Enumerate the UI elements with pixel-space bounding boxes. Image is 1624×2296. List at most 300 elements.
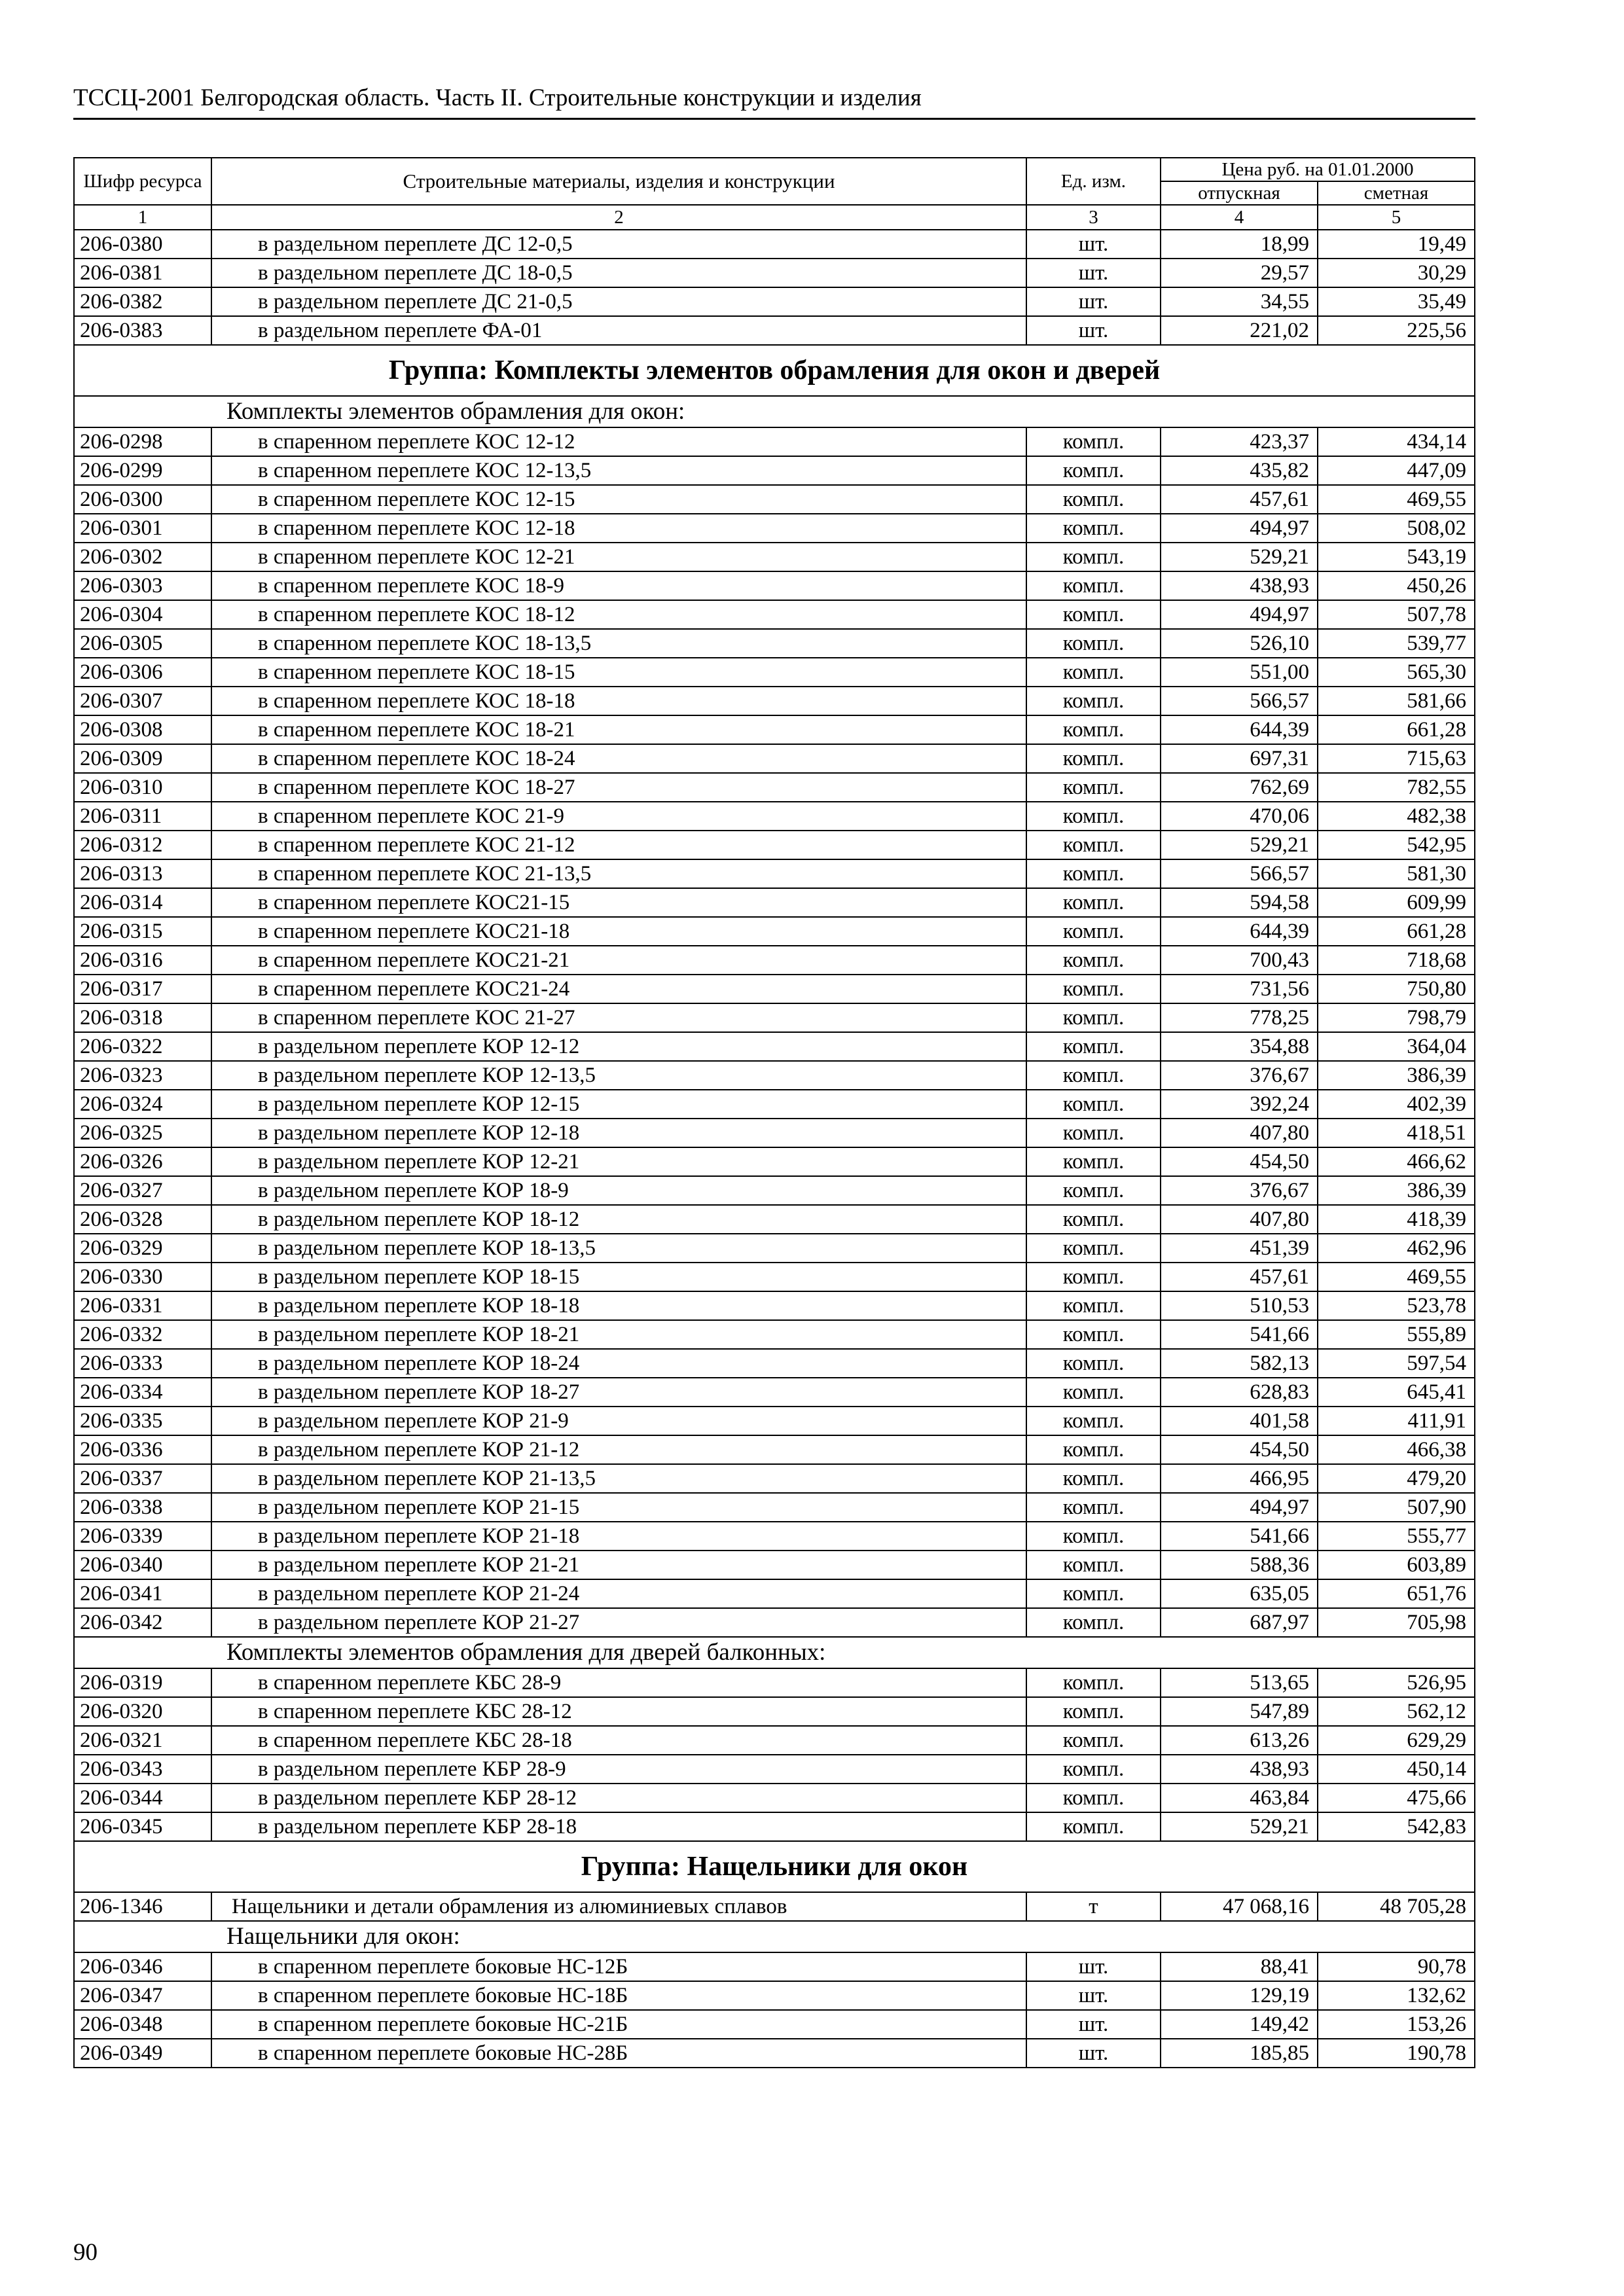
release-price: 392,24 xyxy=(1161,1090,1318,1119)
item-name: в раздельном переплете КОР 18-9 xyxy=(211,1176,1026,1205)
item-name: в спаренном переплете КОС21-21 xyxy=(211,946,1026,975)
estimate-price: 526,95 xyxy=(1318,1668,1475,1697)
resource-code: 206-0322 xyxy=(74,1032,211,1061)
release-price: 541,66 xyxy=(1161,1320,1318,1349)
item-name: в раздельном переплете КОР 12-18 xyxy=(211,1119,1026,1147)
header-release-price: отпускная xyxy=(1161,181,1318,205)
estimate-price: 523,78 xyxy=(1318,1291,1475,1320)
header-name: Строительные материалы, изделия и конструкции xyxy=(211,158,1026,205)
item-name: в раздельном переплете КОР 21-12 xyxy=(211,1435,1026,1464)
unit: компл. xyxy=(1026,600,1161,629)
unit: компл. xyxy=(1026,1812,1161,1841)
release-price: 466,95 xyxy=(1161,1464,1318,1493)
estimate-price: 469,55 xyxy=(1318,1263,1475,1291)
estimate-price: 542,83 xyxy=(1318,1812,1475,1841)
item-name: в спаренном переплете КБС 28-18 xyxy=(211,1726,1026,1755)
release-price: 407,80 xyxy=(1161,1205,1318,1234)
release-price: 731,56 xyxy=(1161,975,1318,1003)
table-row xyxy=(74,1668,1475,1697)
estimate-price: 651,76 xyxy=(1318,1579,1475,1608)
table-row xyxy=(74,859,1475,888)
resource-code: 206-1346 xyxy=(74,1892,211,1921)
table-row xyxy=(74,1176,1475,1205)
resource-code: 206-0305 xyxy=(74,629,211,658)
table-row xyxy=(74,1892,1475,1921)
table-row xyxy=(74,888,1475,917)
item-name: в раздельном переплете ДС 21-0,5 xyxy=(211,287,1026,316)
unit: компл. xyxy=(1026,1291,1161,1320)
item-name: в раздельном переплете ДС 18-0,5 xyxy=(211,259,1026,287)
table-row xyxy=(74,1493,1475,1522)
release-price: 510,53 xyxy=(1161,1291,1318,1320)
release-price: 635,05 xyxy=(1161,1579,1318,1608)
estimate-price: 475,66 xyxy=(1318,1784,1475,1812)
group-heading-row xyxy=(74,1841,1475,1892)
release-price: 778,25 xyxy=(1161,1003,1318,1032)
estimate-price: 153,26 xyxy=(1318,2010,1475,2039)
resource-code: 206-0318 xyxy=(74,1003,211,1032)
estimate-price: 718,68 xyxy=(1318,946,1475,975)
item-name: в раздельном переплете КОР 21-24 xyxy=(211,1579,1026,1608)
release-price: 451,39 xyxy=(1161,1234,1318,1263)
item-name: в спаренном переплете боковые НС-18Б xyxy=(211,1981,1026,2010)
resource-code: 206-0334 xyxy=(74,1378,211,1407)
resource-code: 206-0311 xyxy=(74,802,211,831)
group-heading-row xyxy=(74,345,1475,396)
group-heading: Группа: Комплекты элементов обрамления для окон и дверей xyxy=(74,345,1475,396)
release-price: 88,41 xyxy=(1161,1952,1318,1981)
resource-code: 206-0340 xyxy=(74,1551,211,1579)
table-row xyxy=(74,1090,1475,1119)
unit: шт. xyxy=(1026,287,1161,316)
item-name: в раздельном переплете КОР 12-13,5 xyxy=(211,1061,1026,1090)
unit: компл. xyxy=(1026,1320,1161,1349)
table-row xyxy=(74,1378,1475,1407)
unit: компл. xyxy=(1026,773,1161,802)
estimate-price: 782,55 xyxy=(1318,773,1475,802)
unit: шт. xyxy=(1026,2039,1161,2068)
unit: компл. xyxy=(1026,658,1161,687)
release-price: 644,39 xyxy=(1161,715,1318,744)
unit: компл. xyxy=(1026,1464,1161,1493)
estimate-price: 555,77 xyxy=(1318,1522,1475,1551)
header-rule xyxy=(73,118,1475,120)
estimate-price: 434,14 xyxy=(1318,427,1475,456)
table-row xyxy=(74,1407,1475,1435)
item-name: в спаренном переплете КОС 12-21 xyxy=(211,543,1026,571)
item-name: в раздельном переплете КОР 21-9 xyxy=(211,1407,1026,1435)
resource-code: 206-0346 xyxy=(74,1952,211,1981)
table-row xyxy=(74,1119,1475,1147)
release-price: 47 068,16 xyxy=(1161,1892,1318,1921)
item-name: в раздельном переплете КБР 28-12 xyxy=(211,1784,1026,1812)
table-row xyxy=(74,427,1475,456)
unit: компл. xyxy=(1026,1234,1161,1263)
resource-code: 206-0319 xyxy=(74,1668,211,1697)
table-row xyxy=(74,230,1475,259)
release-price: 34,55 xyxy=(1161,287,1318,316)
item-name: в спаренном переплете КОС 21-27 xyxy=(211,1003,1026,1032)
resource-code: 206-0323 xyxy=(74,1061,211,1090)
resource-code: 206-0343 xyxy=(74,1755,211,1784)
release-price: 185,85 xyxy=(1161,2039,1318,2068)
estimate-price: 30,29 xyxy=(1318,259,1475,287)
column-number: 5 xyxy=(1318,205,1475,230)
item-name: в раздельном переплете КОР 12-21 xyxy=(211,1147,1026,1176)
item-name: в спаренном переплете КОС 21-9 xyxy=(211,802,1026,831)
header-unit: Ед. изм. xyxy=(1026,158,1161,205)
unit: компл. xyxy=(1026,1147,1161,1176)
table-row xyxy=(74,600,1475,629)
table-row xyxy=(74,316,1475,345)
table-row xyxy=(74,831,1475,859)
item-name: в раздельном переплете КОР 18-24 xyxy=(211,1349,1026,1378)
release-price: 529,21 xyxy=(1161,1812,1318,1841)
table-row xyxy=(74,1147,1475,1176)
unit: компл. xyxy=(1026,831,1161,859)
unit: компл. xyxy=(1026,1003,1161,1032)
unit: компл. xyxy=(1026,1493,1161,1522)
estimate-price: 597,54 xyxy=(1318,1349,1475,1378)
estimate-price: 581,66 xyxy=(1318,687,1475,715)
resource-code: 206-0321 xyxy=(74,1726,211,1755)
page-number: 90 xyxy=(73,2239,98,2266)
release-price: 423,37 xyxy=(1161,427,1318,456)
unit: компл. xyxy=(1026,1032,1161,1061)
release-price: 29,57 xyxy=(1161,259,1318,287)
estimate-price: 386,39 xyxy=(1318,1061,1475,1090)
table-body xyxy=(74,230,1475,2068)
release-price: 494,97 xyxy=(1161,514,1318,543)
release-price: 551,00 xyxy=(1161,658,1318,687)
item-name: в раздельном переплете КОР 21-27 xyxy=(211,1608,1026,1637)
release-price: 221,02 xyxy=(1161,316,1318,345)
table-row xyxy=(74,1697,1475,1726)
running-header: ТССЦ-2001 Белгородская область. Часть II. Строительные конструкции и изделия xyxy=(73,84,922,111)
resource-code: 206-0309 xyxy=(74,744,211,773)
resource-code: 206-0347 xyxy=(74,1981,211,2010)
unit: компл. xyxy=(1026,456,1161,485)
unit: компл. xyxy=(1026,715,1161,744)
item-name: в раздельном переплете КОР 21-13,5 xyxy=(211,1464,1026,1493)
release-price: 438,93 xyxy=(1161,1755,1318,1784)
table-row xyxy=(74,1349,1475,1378)
release-price: 594,58 xyxy=(1161,888,1318,917)
resource-code: 206-0306 xyxy=(74,658,211,687)
estimate-price: 225,56 xyxy=(1318,316,1475,345)
table-row xyxy=(74,1435,1475,1464)
estimate-price: 482,38 xyxy=(1318,802,1475,831)
resource-code: 206-0336 xyxy=(74,1435,211,1464)
table-row xyxy=(74,514,1475,543)
release-price: 457,61 xyxy=(1161,1263,1318,1291)
unit: компл. xyxy=(1026,427,1161,456)
unit: компл. xyxy=(1026,1119,1161,1147)
estimate-price: 402,39 xyxy=(1318,1090,1475,1119)
unit: шт. xyxy=(1026,259,1161,287)
item-name: в спаренном переплете КОС 12-13,5 xyxy=(211,456,1026,485)
item-name: в спаренном переплете КОС 18-13,5 xyxy=(211,629,1026,658)
estimate-price: 450,26 xyxy=(1318,571,1475,600)
estimate-price: 661,28 xyxy=(1318,917,1475,946)
estimate-price: 508,02 xyxy=(1318,514,1475,543)
table-row xyxy=(74,917,1475,946)
resource-code: 206-0332 xyxy=(74,1320,211,1349)
estimate-price: 190,78 xyxy=(1318,2039,1475,2068)
resource-code: 206-0329 xyxy=(74,1234,211,1263)
item-name: в раздельном переплете ФА-01 xyxy=(211,316,1026,345)
estimate-price: 581,30 xyxy=(1318,859,1475,888)
unit: компл. xyxy=(1026,1435,1161,1464)
resource-code: 206-0310 xyxy=(74,773,211,802)
table-row xyxy=(74,975,1475,1003)
item-name: в спаренном переплете КБС 28-12 xyxy=(211,1697,1026,1726)
item-name: в раздельном переплете КОР 18-15 xyxy=(211,1263,1026,1291)
unit: компл. xyxy=(1026,514,1161,543)
unit: компл. xyxy=(1026,1579,1161,1608)
unit: компл. xyxy=(1026,1697,1161,1726)
table-row xyxy=(74,1981,1475,2010)
item-name: в спаренном переплете боковые НС-28Б xyxy=(211,2039,1026,2068)
estimate-price: 479,20 xyxy=(1318,1464,1475,1493)
resource-code: 206-0317 xyxy=(74,975,211,1003)
release-price: 513,65 xyxy=(1161,1668,1318,1697)
unit: компл. xyxy=(1026,946,1161,975)
resource-code: 206-0330 xyxy=(74,1263,211,1291)
table-row xyxy=(74,629,1475,658)
estimate-price: 450,14 xyxy=(1318,1755,1475,1784)
item-name: в спаренном переплете КОС 18-27 xyxy=(211,773,1026,802)
price-table xyxy=(73,157,1475,2068)
release-price: 687,97 xyxy=(1161,1608,1318,1637)
estimate-price: 35,49 xyxy=(1318,287,1475,316)
table-row xyxy=(74,1579,1475,1608)
release-price: 470,06 xyxy=(1161,802,1318,831)
resource-code: 206-0302 xyxy=(74,543,211,571)
release-price: 354,88 xyxy=(1161,1032,1318,1061)
resource-code: 206-0304 xyxy=(74,600,211,629)
unit: компл. xyxy=(1026,1755,1161,1784)
estimate-price: 90,78 xyxy=(1318,1952,1475,1981)
unit: компл. xyxy=(1026,1090,1161,1119)
unit: компл. xyxy=(1026,1608,1161,1637)
resource-code: 206-0315 xyxy=(74,917,211,946)
column-number: 2 xyxy=(211,205,1026,230)
estimate-price: 469,55 xyxy=(1318,485,1475,514)
table-row xyxy=(74,1320,1475,1349)
estimate-price: 661,28 xyxy=(1318,715,1475,744)
item-name: в спаренном переплете КОС 12-15 xyxy=(211,485,1026,514)
item-name: в раздельном переплете КОР 21-15 xyxy=(211,1493,1026,1522)
resource-code: 206-0300 xyxy=(74,485,211,514)
estimate-price: 466,62 xyxy=(1318,1147,1475,1176)
table-row xyxy=(74,485,1475,514)
resource-code: 206-0325 xyxy=(74,1119,211,1147)
unit: компл. xyxy=(1026,1263,1161,1291)
item-name: в спаренном переплете КОС 18-18 xyxy=(211,687,1026,715)
release-price: 613,26 xyxy=(1161,1726,1318,1755)
estimate-price: 798,79 xyxy=(1318,1003,1475,1032)
resource-code: 206-0320 xyxy=(74,1697,211,1726)
resource-code: 206-0333 xyxy=(74,1349,211,1378)
estimate-price: 705,98 xyxy=(1318,1608,1475,1637)
unit: компл. xyxy=(1026,1205,1161,1234)
table-row xyxy=(74,715,1475,744)
group-heading: Группа: Нащельники для окон xyxy=(74,1841,1475,1892)
resource-code: 206-0349 xyxy=(74,2039,211,2068)
table-row xyxy=(74,1234,1475,1263)
estimate-price: 462,96 xyxy=(1318,1234,1475,1263)
item-name: в спаренном переплете боковые НС-12Б xyxy=(211,1952,1026,1981)
release-price: 644,39 xyxy=(1161,917,1318,946)
release-price: 457,61 xyxy=(1161,485,1318,514)
resource-code: 206-0327 xyxy=(74,1176,211,1205)
table-row xyxy=(74,744,1475,773)
subgroup-heading-row xyxy=(74,1637,1475,1668)
column-number: 4 xyxy=(1161,205,1318,230)
unit: шт. xyxy=(1026,1981,1161,2010)
item-name: в спаренном переплете КОС 21-13,5 xyxy=(211,859,1026,888)
item-name: в спаренном переплете КОС 18-9 xyxy=(211,571,1026,600)
item-name: в спаренном переплете КОС 12-12 xyxy=(211,427,1026,456)
resource-code: 206-0381 xyxy=(74,259,211,287)
unit: компл. xyxy=(1026,629,1161,658)
table-row xyxy=(74,687,1475,715)
table-row xyxy=(74,1205,1475,1234)
release-price: 454,50 xyxy=(1161,1147,1318,1176)
resource-code: 206-0345 xyxy=(74,1812,211,1841)
estimate-price: 447,09 xyxy=(1318,456,1475,485)
resource-code: 206-0382 xyxy=(74,287,211,316)
release-price: 149,42 xyxy=(1161,2010,1318,2039)
unit: компл. xyxy=(1026,1349,1161,1378)
item-name: в спаренном переплете КОС 18-15 xyxy=(211,658,1026,687)
table-row xyxy=(74,773,1475,802)
resource-code: 206-0335 xyxy=(74,1407,211,1435)
header-price: Цена руб. на 01.01.2000 xyxy=(1161,158,1475,181)
table-row xyxy=(74,1291,1475,1320)
estimate-price: 132,62 xyxy=(1318,1981,1475,2010)
release-price: 401,58 xyxy=(1161,1407,1318,1435)
estimate-price: 466,38 xyxy=(1318,1435,1475,1464)
unit: компл. xyxy=(1026,917,1161,946)
item-name: в раздельном переплете КОР 21-21 xyxy=(211,1551,1026,1579)
item-name: в спаренном переплете КОС21-24 xyxy=(211,975,1026,1003)
table-row xyxy=(74,1263,1475,1291)
resource-code: 206-0338 xyxy=(74,1493,211,1522)
release-price: 438,93 xyxy=(1161,571,1318,600)
release-price: 700,43 xyxy=(1161,946,1318,975)
resource-code: 206-0331 xyxy=(74,1291,211,1320)
estimate-price: 19,49 xyxy=(1318,230,1475,259)
resource-code: 206-0326 xyxy=(74,1147,211,1176)
table-row xyxy=(74,543,1475,571)
resource-code: 206-0301 xyxy=(74,514,211,543)
subgroup-heading: Комплекты элементов обрамления для дверей балконных: xyxy=(74,1637,1475,1668)
table-header xyxy=(74,158,1475,230)
unit: компл. xyxy=(1026,888,1161,917)
subgroup-heading-row xyxy=(74,396,1475,427)
release-price: 529,21 xyxy=(1161,831,1318,859)
resource-code: 206-0313 xyxy=(74,859,211,888)
unit: компл. xyxy=(1026,744,1161,773)
item-name: в спаренном переплете КОС21-15 xyxy=(211,888,1026,917)
item-name: в раздельном переплете КОР 18-21 xyxy=(211,1320,1026,1349)
resource-code: 206-0303 xyxy=(74,571,211,600)
resource-code: 206-0307 xyxy=(74,687,211,715)
estimate-price: 418,39 xyxy=(1318,1205,1475,1234)
resource-code: 206-0339 xyxy=(74,1522,211,1551)
table-row xyxy=(74,1061,1475,1090)
item-name: в раздельном переплете КОР 12-15 xyxy=(211,1090,1026,1119)
item-name: в спаренном переплете КОС21-18 xyxy=(211,917,1026,946)
unit: компл. xyxy=(1026,1378,1161,1407)
unit: шт. xyxy=(1026,1952,1161,1981)
resource-code: 206-0298 xyxy=(74,427,211,456)
item-name: в раздельном переплете КБР 28-9 xyxy=(211,1755,1026,1784)
unit: компл. xyxy=(1026,975,1161,1003)
release-price: 566,57 xyxy=(1161,687,1318,715)
release-price: 566,57 xyxy=(1161,859,1318,888)
resource-code: 206-0316 xyxy=(74,946,211,975)
unit: компл. xyxy=(1026,687,1161,715)
table-row xyxy=(74,658,1475,687)
estimate-price: 411,91 xyxy=(1318,1407,1475,1435)
unit: компл. xyxy=(1026,859,1161,888)
unit: компл. xyxy=(1026,1726,1161,1755)
estimate-price: 555,89 xyxy=(1318,1320,1475,1349)
resource-code: 206-0344 xyxy=(74,1784,211,1812)
estimate-price: 418,51 xyxy=(1318,1119,1475,1147)
estimate-price: 48 705,28 xyxy=(1318,1892,1475,1921)
estimate-price: 609,99 xyxy=(1318,888,1475,917)
table-row xyxy=(74,2010,1475,2039)
item-name: в раздельном переплете КОР 18-12 xyxy=(211,1205,1026,1234)
estimate-price: 750,80 xyxy=(1318,975,1475,1003)
table-row xyxy=(74,802,1475,831)
item-name: в спаренном переплете КОС 18-24 xyxy=(211,744,1026,773)
release-price: 582,13 xyxy=(1161,1349,1318,1378)
resource-code: 206-0312 xyxy=(74,831,211,859)
release-price: 494,97 xyxy=(1161,600,1318,629)
estimate-price: 543,19 xyxy=(1318,543,1475,571)
resource-code: 206-0337 xyxy=(74,1464,211,1493)
item-name: Нащельники и детали обрамления из алюминиевых сплавов xyxy=(211,1892,1026,1921)
column-number: 1 xyxy=(74,205,211,230)
unit: компл. xyxy=(1026,1061,1161,1090)
unit: компл. xyxy=(1026,485,1161,514)
subgroup-heading: Комплекты элементов обрамления для окон: xyxy=(74,396,1475,427)
resource-code: 206-0308 xyxy=(74,715,211,744)
release-price: 588,36 xyxy=(1161,1551,1318,1579)
item-name: в спаренном переплете КОС 18-12 xyxy=(211,600,1026,629)
estimate-price: 539,77 xyxy=(1318,629,1475,658)
estimate-price: 562,12 xyxy=(1318,1697,1475,1726)
item-name: в спаренном переплете боковые НС-21Б xyxy=(211,2010,1026,2039)
estimate-price: 645,41 xyxy=(1318,1378,1475,1407)
estimate-price: 507,78 xyxy=(1318,600,1475,629)
item-name: в раздельном переплете КОР 21-18 xyxy=(211,1522,1026,1551)
table-row xyxy=(74,1812,1475,1841)
item-name: в раздельном переплете КБР 28-18 xyxy=(211,1812,1026,1841)
item-name: в раздельном переплете ДС 12-0,5 xyxy=(211,230,1026,259)
resource-code: 206-0314 xyxy=(74,888,211,917)
table-row xyxy=(74,1726,1475,1755)
unit: компл. xyxy=(1026,543,1161,571)
table-row xyxy=(74,1522,1475,1551)
release-price: 628,83 xyxy=(1161,1378,1318,1407)
item-name: в спаренном переплете КБС 28-9 xyxy=(211,1668,1026,1697)
